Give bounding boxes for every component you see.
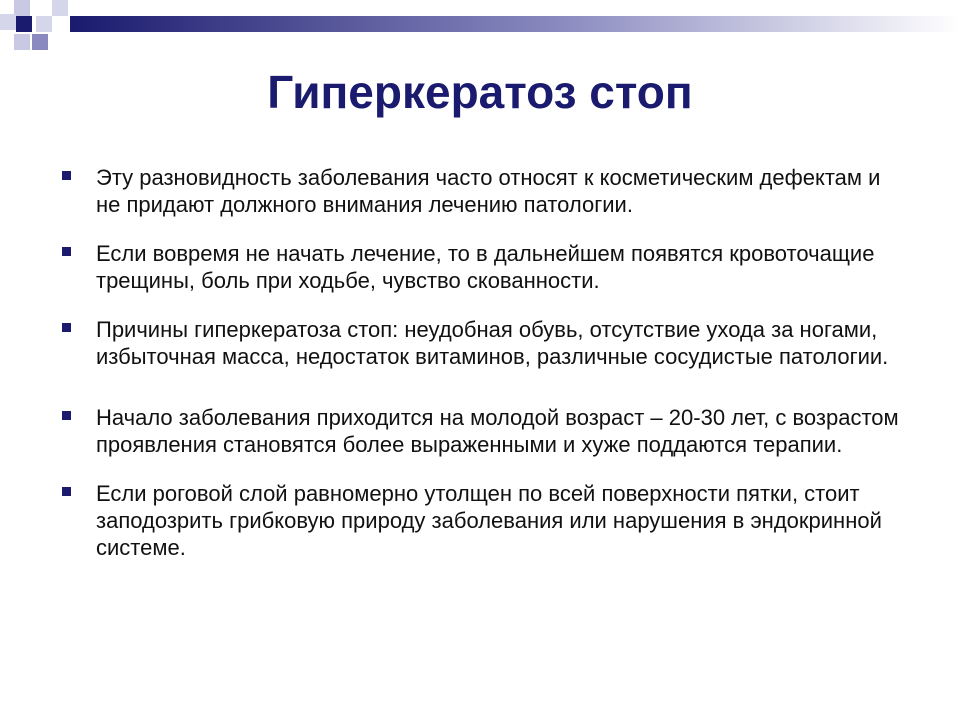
deco-square bbox=[14, 34, 30, 50]
square-bullet-icon bbox=[62, 171, 71, 180]
deco-square bbox=[52, 0, 68, 16]
square-bullet-icon bbox=[62, 323, 71, 332]
deco-square bbox=[14, 0, 30, 16]
deco-square bbox=[0, 14, 16, 30]
bullet-text: Причины гиперкератоза стоп: неудобная обувь, отсутствие ухода за ногами, избыточная масса, недостаток витаминов, различные сосудистые патологии. bbox=[96, 317, 889, 369]
square-bullet-icon bbox=[62, 247, 71, 256]
bullet-text: Если роговой слой равномерно утолщен по всей поверхности пятки, стоит заподозрить грибковую природу заболевания или нарушения в эндокринной системе. bbox=[96, 481, 882, 560]
bullet-text: Эту разновидность заболевания часто относят к косметическим дефектам и не придают должного внимания лечению патологии. bbox=[96, 165, 881, 217]
deco-square bbox=[16, 16, 32, 32]
square-bullet-icon bbox=[62, 487, 71, 496]
header-decoration bbox=[0, 0, 960, 60]
bullet-text: Если вовремя не начать лечение, то в дальнейшем появятся кровоточащие трещины, боль при ходьбе, чувство скованности. bbox=[96, 241, 875, 293]
gradient-bar bbox=[70, 16, 960, 32]
bullet-item bbox=[60, 316, 910, 370]
bullet-item bbox=[60, 240, 910, 294]
deco-square bbox=[32, 34, 48, 50]
bullet-list bbox=[60, 164, 910, 561]
bullet-item bbox=[60, 404, 910, 458]
slide-title: Гиперкератоз стоп bbox=[267, 66, 693, 118]
bullet-item bbox=[60, 480, 910, 561]
square-bullet-icon bbox=[62, 411, 71, 420]
bullet-item bbox=[60, 164, 910, 218]
bullet-text: Начало заболевания приходится на молодой возраст – 20-30 лет, с возрастом проявления становятся более выраженными и хуже поддаются терапии. bbox=[96, 405, 899, 457]
deco-square bbox=[36, 16, 52, 32]
